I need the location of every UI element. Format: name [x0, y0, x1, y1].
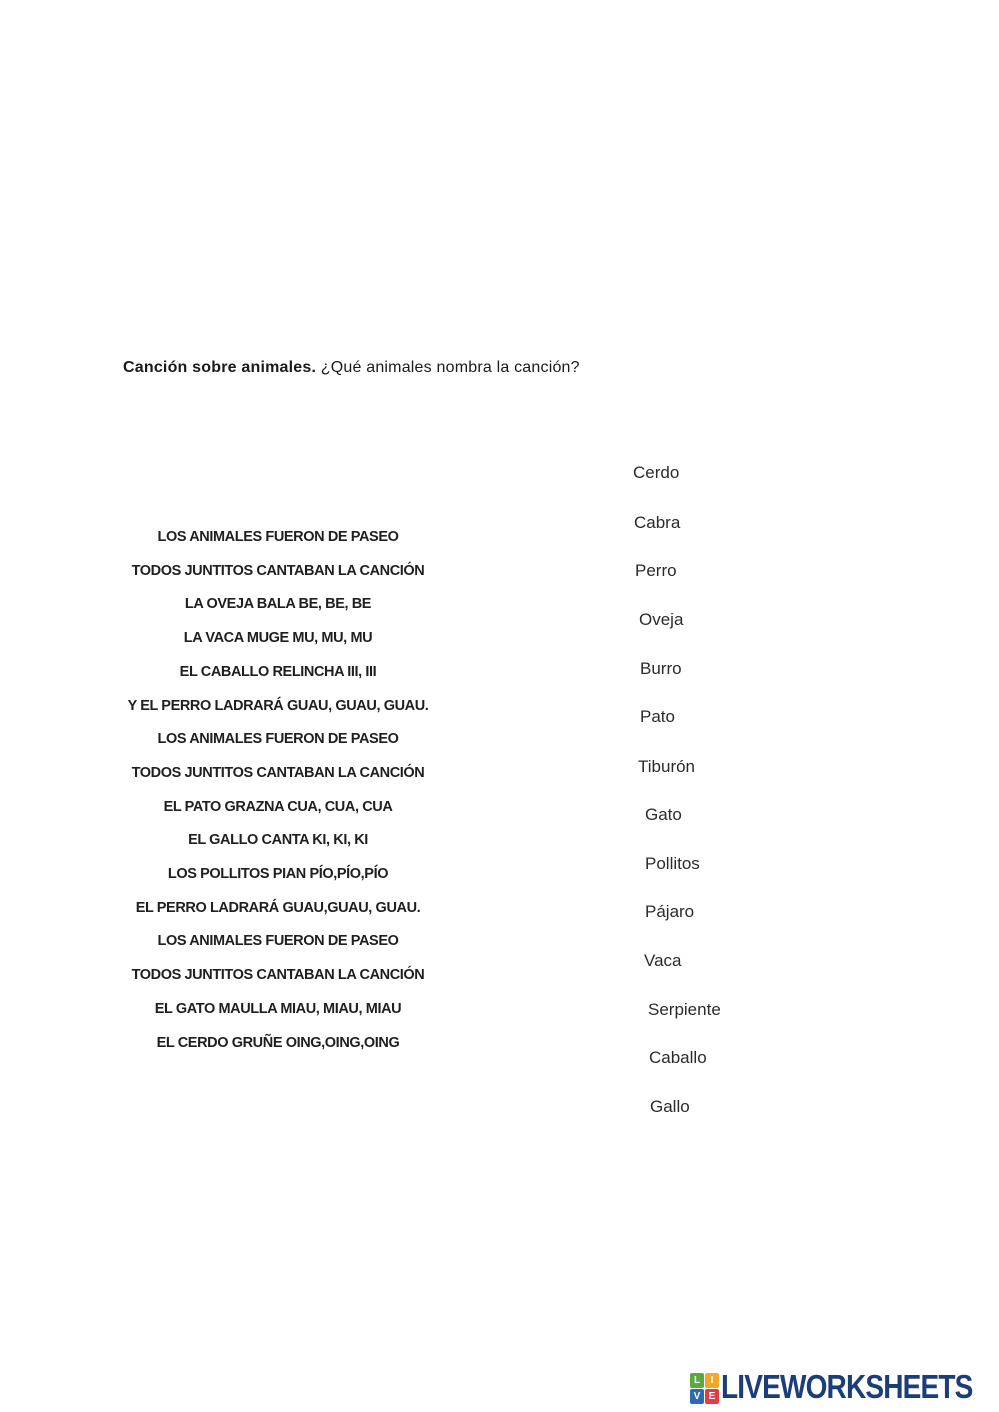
song-line: EL PATO GRAZNA CUA, CUA, CUA — [163, 798, 393, 815]
song-line: TODOS JUNTITOS CANTABAN LA CANCIÓN — [131, 967, 425, 984]
song-line: TODOS JUNTITOS CANTABAN LA CANCIÓN — [131, 562, 425, 579]
live-icon-square-i: I — [705, 1373, 719, 1388]
animal-option-cabra[interactable]: Cabra — [634, 513, 681, 532]
liveworksheets-logo — [690, 1368, 999, 1405]
animal-option-oveja[interactable]: Oveja — [639, 610, 684, 629]
animal-option-pato[interactable]: Pato — [640, 707, 675, 726]
animal-option-gato[interactable]: Gato — [645, 805, 682, 824]
liveworksheets-wordmark: LIVEWORKSHEETS — [721, 1368, 973, 1405]
song-line: Y EL PERRO LADRARÁ GUAU, GUAU, GUAU. — [127, 697, 429, 714]
song-line: LA OVEJA BALA BE, BE, BE — [184, 596, 372, 613]
song-line: LA VACA MUGE MU, MU, MU — [183, 630, 373, 647]
song-line: EL GALLO CANTA KI, KI, KI — [188, 832, 368, 849]
song-line: LOS ANIMALES FUERON DE PASEO — [157, 933, 399, 950]
animal-option-pollitos[interactable]: Pollitos — [645, 854, 700, 873]
song-lyrics-image — [118, 521, 438, 1060]
song-line: LOS ANIMALES FUERON DE PASEO — [157, 731, 399, 748]
live-icon-square-v: V — [690, 1389, 704, 1404]
animal-option-gallo[interactable]: Gallo — [650, 1097, 690, 1116]
song-line: TODOS JUNTITOS CANTABAN LA CANCIÓN — [131, 764, 425, 781]
animal-option-vaca[interactable]: Vaca — [644, 951, 682, 970]
song-line: EL PERRO LADRARÁ GUAU,GUAU, GUAU. — [135, 899, 421, 916]
animal-option-serpiente[interactable]: Serpiente — [648, 1000, 721, 1019]
animal-option-cerdo[interactable]: Cerdo — [633, 463, 680, 482]
title-question: ¿Qué animales nombra la canción? — [320, 359, 580, 376]
animal-option-burro[interactable]: Burro — [640, 659, 682, 678]
song-line: EL CABALLO RELINCHA III, III — [179, 663, 377, 680]
title-lead: Canción sobre animales. — [123, 359, 317, 376]
animal-option-caballo[interactable]: Caballo — [649, 1048, 707, 1067]
song-line: EL GATO MAULLA MIAU, MIAU, MIAU — [154, 1000, 402, 1017]
song-line: EL CERDO GRUÑE OING,OING,OING — [156, 1034, 400, 1051]
animal-option-pajaro[interactable]: Pájaro — [645, 902, 695, 921]
live-icon-square-e: E — [705, 1389, 719, 1404]
liveworksheets-live-icon — [690, 1373, 719, 1404]
animal-option-tiburon[interactable]: Tiburón — [638, 757, 696, 776]
page-title — [123, 359, 580, 377]
animal-option-perro[interactable]: Perro — [635, 561, 677, 580]
song-line: LOS ANIMALES FUERON DE PASEO — [157, 529, 399, 545]
live-icon-square-l: L — [690, 1373, 704, 1388]
song-line: LOS POLLITOS PIAN PÍO,PÍO,PÍO — [167, 866, 389, 883]
